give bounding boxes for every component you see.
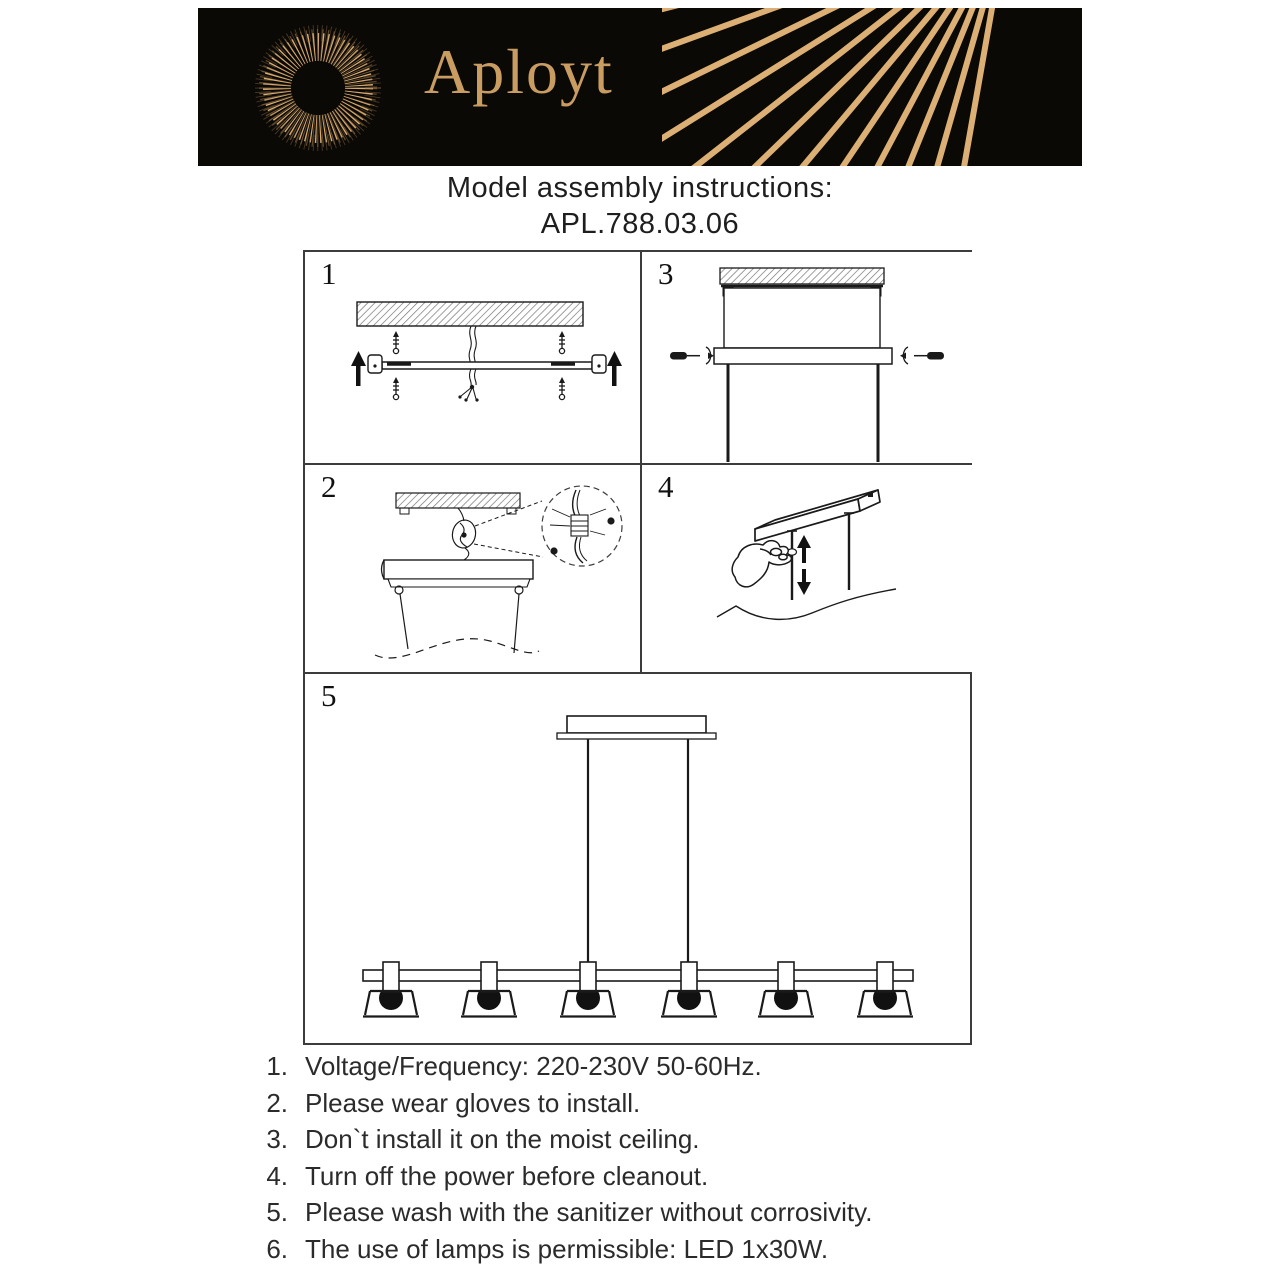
list-item-number: 3. [266, 1124, 288, 1154]
list-item [252, 1048, 1092, 1085]
panel-step-3 [642, 252, 972, 465]
side-screw-icon [900, 347, 944, 364]
hand-icon [732, 541, 791, 587]
wiring-callout [542, 486, 622, 566]
step-2-number: 2 [321, 469, 337, 504]
diagram-step-1 [305, 252, 642, 463]
screw-icon [393, 331, 399, 354]
bracket-hook-right [592, 355, 606, 373]
up-arrow-icon [351, 351, 366, 386]
list-item [252, 1194, 1092, 1231]
up-down-arrow-icon [797, 535, 811, 595]
model-number: APL.788.03.06 [540, 208, 740, 240]
decorative-rays [662, 8, 1082, 166]
step-5-number: 5 [321, 678, 337, 713]
bracket-hook-left [368, 355, 382, 373]
title-block [0, 172, 1280, 241]
screw-icon [559, 377, 565, 400]
diagram-step-2 [305, 465, 642, 672]
list-item-number: 5. [266, 1197, 288, 1227]
instruction-list [252, 1048, 1092, 1267]
panel-step-2 [305, 465, 642, 674]
diagram-step-3 [642, 252, 972, 463]
instruction-grid [303, 250, 972, 1045]
panel-step-4 [642, 465, 972, 674]
list-item [252, 1085, 1092, 1122]
brand-logotype: Aployt [424, 36, 614, 107]
list-item-text: The use of lamps is permissible: LED 1x30W. [305, 1233, 829, 1264]
list-item-number: 2. [266, 1087, 288, 1118]
list-item-number: 6. [266, 1233, 288, 1264]
list-item-number: 1. [266, 1051, 288, 1081]
list-item [252, 1121, 1092, 1158]
step-3-number: 3 [658, 256, 674, 291]
page-title: Model assembly instructions: [446, 172, 834, 204]
diagram-step-4 [642, 465, 972, 672]
step-4-number: 4 [658, 469, 674, 504]
panel-step-1 [305, 252, 642, 465]
diagram-step-5 [305, 674, 970, 1041]
list-item-text: Please wash with the sanitizer without corrosivity. [305, 1197, 873, 1227]
panel-step-5 [305, 674, 970, 1043]
step-1-number: 1 [321, 256, 337, 291]
list-item [252, 1158, 1092, 1195]
list-item-text: Please wear gloves to install. [305, 1087, 641, 1118]
list-item-number: 4. [266, 1160, 288, 1191]
sunburst-logo-icon [198, 8, 438, 166]
screw-icon [393, 377, 399, 400]
list-item-text: Don`t install it on the moist ceiling. [305, 1124, 700, 1154]
brand-banner [198, 8, 1082, 166]
screw-icon [559, 331, 565, 354]
list-item-text: Voltage/Frequency: 220-230V 50-60Hz. [305, 1051, 762, 1081]
list-item [252, 1231, 1092, 1268]
list-item-text: Turn off the power before cleanout. [305, 1160, 709, 1191]
side-screw-icon [670, 347, 714, 364]
up-arrow-icon [607, 351, 622, 386]
